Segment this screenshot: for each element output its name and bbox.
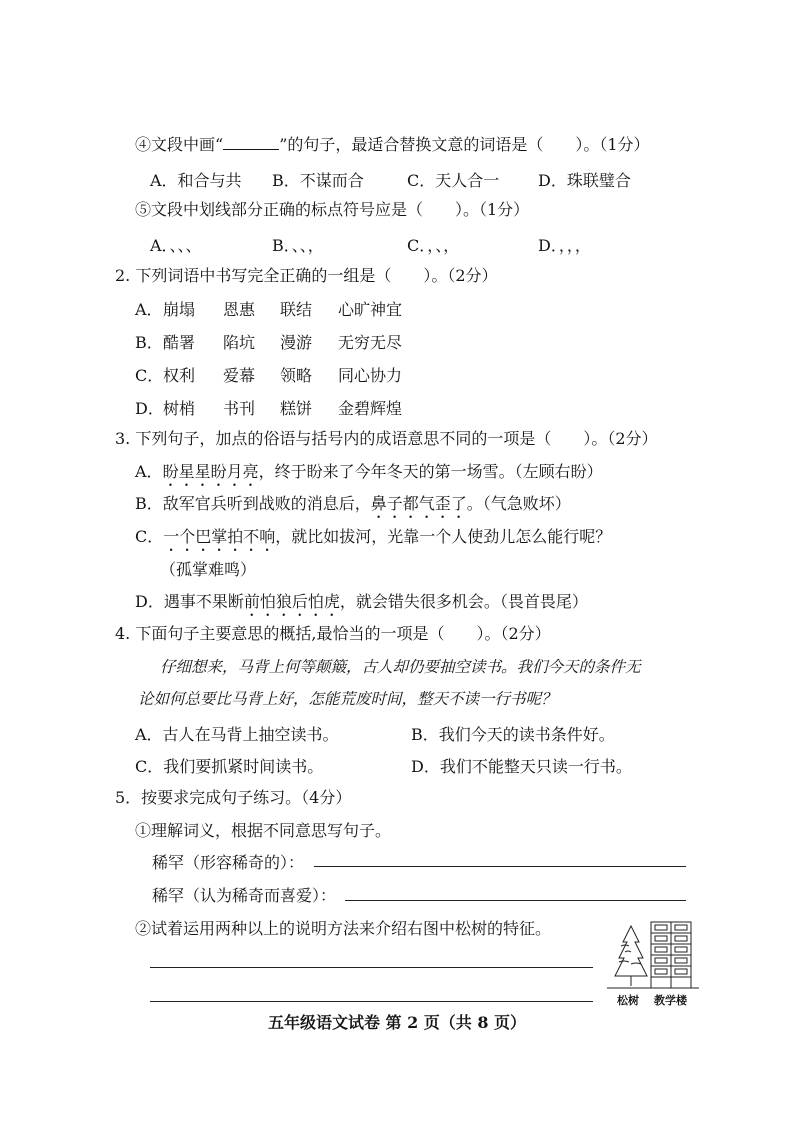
q1-sub4 [135,134,650,156]
q3-d-dotted-idiom: 前怕狼后怕虎 [243,592,340,611]
q1-sub4-option-c[interactable]: C．天人合一 [407,171,500,190]
q2-word: 树梢 [163,399,196,418]
q3-c-label: C． [135,527,164,546]
q1-sub4-blank [223,135,279,150]
q5-word2-answer-line[interactable] [345,900,686,901]
q2-option-label: A． [135,300,163,319]
q2-option-d[interactable] [135,396,403,419]
pine-tree-icon [607,926,699,988]
q3-option-c[interactable] [135,524,611,555]
q3-b-text-head: B．敌军官兵听到战败的消息后， [135,494,371,513]
q4-option-c[interactable]: C．我们要抓紧时间读书。 [135,757,324,776]
page-footer: 五年级语文试卷 第 2 页（共 8 页） [267,1013,527,1032]
q3-b-dotted-idiom: 鼻子都气歪了 [370,494,467,513]
q3-d-text-head: D．遇事不果断 [135,592,244,611]
q3-d-text-tail: ，就会错失很多机会。（畏首畏尾） [339,592,588,611]
q3-a-dotted-idiom: 盼星星盼月亮 [162,462,259,481]
q2-option-label: D． [135,399,164,418]
q3-option-d[interactable] [135,589,588,620]
pine-tree-label: 松树 [617,994,639,1007]
q2-option-label: C． [135,366,164,385]
q1-sub5-option-c[interactable]: C．，、， [407,236,460,255]
q1-sub5-option-d[interactable]: D．，，， [538,236,591,255]
q2-word: 无穷无尽 [338,333,403,352]
q4-stem: 4. 下面句子主要意思的概括,最恰当的一项是（ ）。（2分） [115,624,551,643]
q2-word: 心旷神宜 [338,300,403,319]
q2-word: 同心协力 [338,366,403,385]
q2-word: 书刊 [223,399,256,418]
q2-word: 权利 [163,366,196,385]
q2-word: 领略 [280,366,313,385]
q5-sub2: ②试着运用两种以上的说明方法来介绍右图中松树的特征。 [135,919,552,938]
q2-word: 恩惠 [223,300,256,319]
q2-word: 糕饼 [280,399,313,418]
q2-word: 酷署 [163,333,196,352]
school-building-label: 教学楼 [654,994,687,1007]
q5-word2-label: 稀罕（认为稀奇而喜爱）： [152,886,337,905]
q2-option-label: B． [135,333,163,352]
q5-sub1: ①理解词义，根据不同意思写句子。 [135,821,392,840]
q3-b-text-tail: 。（气急败坏） [466,494,571,513]
q3-a-label: A． [135,462,163,481]
q3-c-text: ，就比如拔河，光靠一个人使劲儿怎么能行呢？ [275,527,612,546]
q3-stem: 3. 下列句子，加点的俗语与括号内的成语意思不同的一项是（ ）。（2分） [115,429,658,448]
q5-stem: 5．按要求完成句子练习。（4分） [115,788,352,807]
q3-option-b[interactable] [135,491,571,522]
q5-word1-label: 稀罕（形容稀奇的）： [152,853,305,872]
q2-word: 爱幕 [223,366,256,385]
q4-option-a[interactable]: A．古人在马背上抽空读书。 [135,725,339,744]
q2-word: 联结 [280,300,313,319]
q1-sub5-option-b[interactable]: B．、、， [272,236,324,255]
q1-sub4-option-b[interactable]: B．不谋而合 [272,171,364,190]
q5-answer-line-2[interactable] [150,1001,593,1002]
q4-option-d[interactable]: D．我们不能整天只读一行书。 [411,757,632,776]
q1-sub4-option-d[interactable]: D．珠联璧合 [538,171,631,190]
q4-passage-line2: 论如何总要比马背上好，怎能荒废时间，整天不读一行书呢？ [138,690,557,708]
q1-sub4-head: ④文段中画“ [135,135,224,154]
q2-option-c[interactable] [135,363,403,386]
q2-option-a[interactable] [135,297,403,320]
q5-answer-line-1[interactable] [150,967,593,968]
q1-sub4-option-a[interactable]: A．和合与共 [150,171,242,190]
q4-passage-line1: 仔细想来，马背上何等颠簸，古人却仍要抽空读书。我们今天的条件无 [160,658,641,676]
q2-word: 金碧辉煌 [338,399,403,418]
q2-word: 漫游 [280,333,313,352]
q2-word: 崩塌 [163,300,196,319]
q2-option-b[interactable] [135,330,403,353]
q3-a-text: ，终于盼来了今年冬天的第一场雪。（左顾右盼） [258,462,603,481]
q3-c-dotted-idiom: 一个巴掌拍不响 [163,527,276,546]
q5-word1-answer-line[interactable] [314,866,686,867]
school-building-icon [651,922,691,988]
q2-word: 陷坑 [223,333,256,352]
q1-sub5-option-a[interactable]: A．、、、 [150,236,202,255]
q1-sub5: ⑤文段中划线部分正确的标点符号应是（ ）。（1分） [135,200,530,219]
q3-option-a[interactable] [135,459,603,490]
q4-option-b[interactable]: B．我们今天的读书条件好。 [411,725,615,744]
q3-option-c-line2: （孤掌难鸣） [160,560,257,579]
q1-sub4-tail: ”的句子，最适合替换文意的词语是（ ）。（1分） [279,135,650,154]
q2-stem: 2. 下列词语中书写完全正确的一组是（ ）。（2分） [115,266,498,285]
